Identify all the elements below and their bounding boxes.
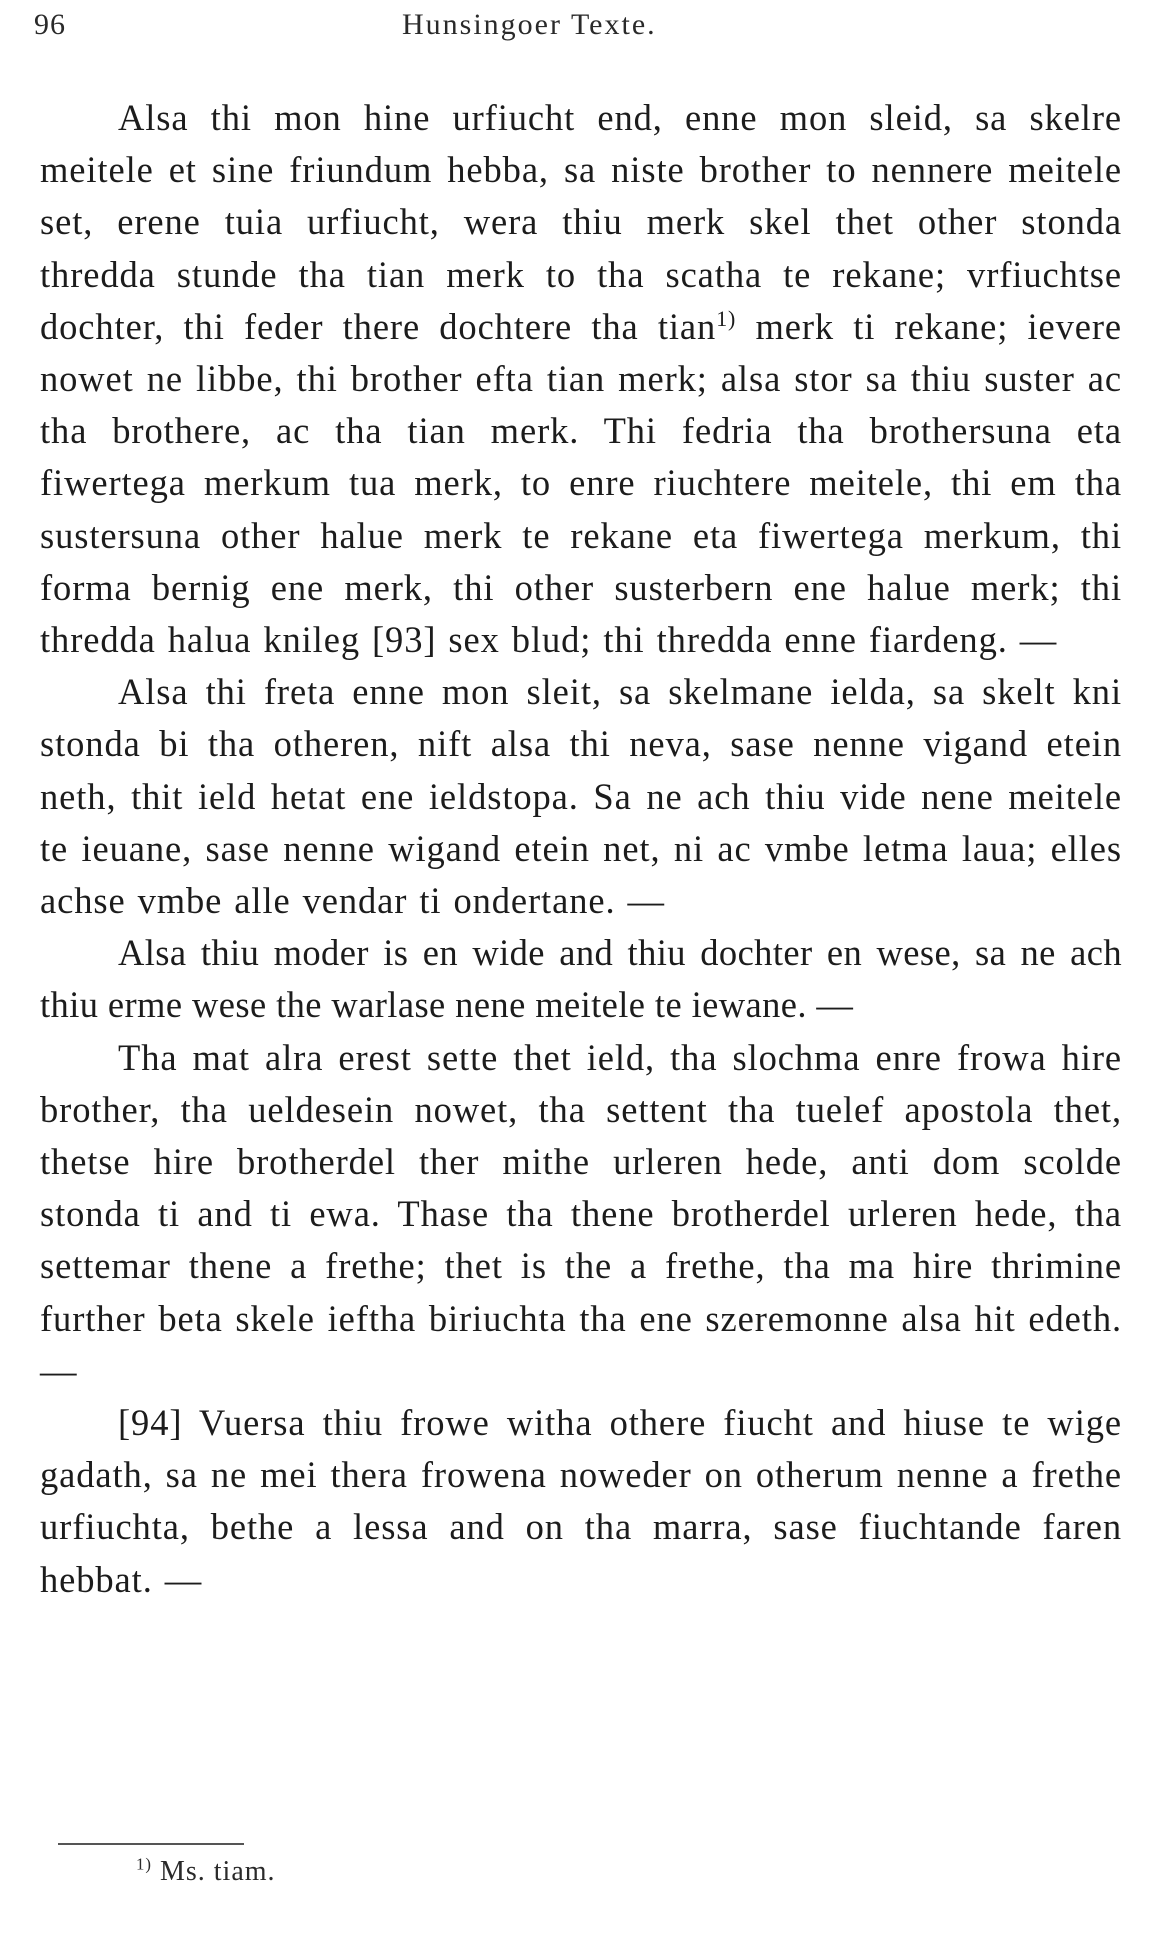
page-number: 96 — [34, 8, 66, 41]
paragraph-3: Alsa thiu moder is en wide and thiu dochter en wese, sa ne ach thiu erme wese the warlase nene meitele te iewane. — — [40, 932, 1122, 1026]
paragraph-5: [94] Vuersa thiu frowe witha othere fiucht and hiuse te wige gadath, sa ne mei thera frowena noweder on otherum nenne a frethe urfiuchta, bethe a lessa and on tha marra, sase fiuchtande faren hebbat. — — [40, 1402, 1122, 1600]
paragraph-text-continued: merk ti rekane; ievere nowet ne libbe, thi brother efta tian merk; alsa stor sa thiu suster ac tha brothere, ac tha tian merk. Thi fedria tha brothersuna eta fiwertega merkum tua merk, to enre riuchtere meitele, thi em tha sustersuna other halue merk te rekane eta fiwertega merkum, thi forma bernig ene merk, thi other susterbern ene halue merk; thi thredda halua knileg [93] sex blud; thi thredda enne fiardeng. — — [40, 305, 1122, 661]
footnote-reference: 1) — [716, 305, 737, 331]
footnote-divider — [58, 1843, 244, 1845]
paragraph-2: Alsa thi freta enne mon sleit, sa skelmane ielda, sa skelt kni stonda bi tha otheren, nift alsa thi neva, sase nenne vigand etein neth, thit ield hetat ene ieldstopa. Sa ne ach thiu vide nene meitele te ieuane, sase nenne wigand etein net, ni ac vmbe letma laua; elles achse vmbe alle vendar ti ondertane. — — [40, 671, 1122, 922]
paragraph-text: Alsa thi mon hine urfiucht end, enne mon sleid, sa skelre meitele et sine friundum hebba, sa niste brother to nennere meitele set, erene tuia urfiucht, wera thiu merk skel thet other stonda thredda stunde tha tian merk to tha scatha te rekane; vrfiuchtse dochter, thi feder there dochtere tha tian — [40, 97, 1122, 347]
footnote-text: Ms. tiam. — [151, 1856, 276, 1887]
running-title: Hunsingoer Texte. — [402, 8, 657, 41]
footnote — [136, 1856, 276, 1888]
paragraph-4: Tha mat alra erest sette thet ield, tha slochma enre frowa hire brother, tha ueldesein nowet, tha settent tha tuelef apostola thet, thetse hire brotherdel ther mithe urleren hede, anti dom scolde stonda ti and ti ewa. Thase tha thene brotherdel urleren hede, tha settemar thene a frethe; thet is the a frethe, tha ma hire thrimine further beta skele ieftha biriuchta tha ene szeremonne alsa hit edeth. — — [40, 1036, 1122, 1391]
paragraph-1 — [40, 92, 1122, 666]
page-header — [34, 8, 1128, 48]
body-text — [40, 92, 1122, 1606]
footnote-marker: 1) — [136, 1854, 152, 1874]
